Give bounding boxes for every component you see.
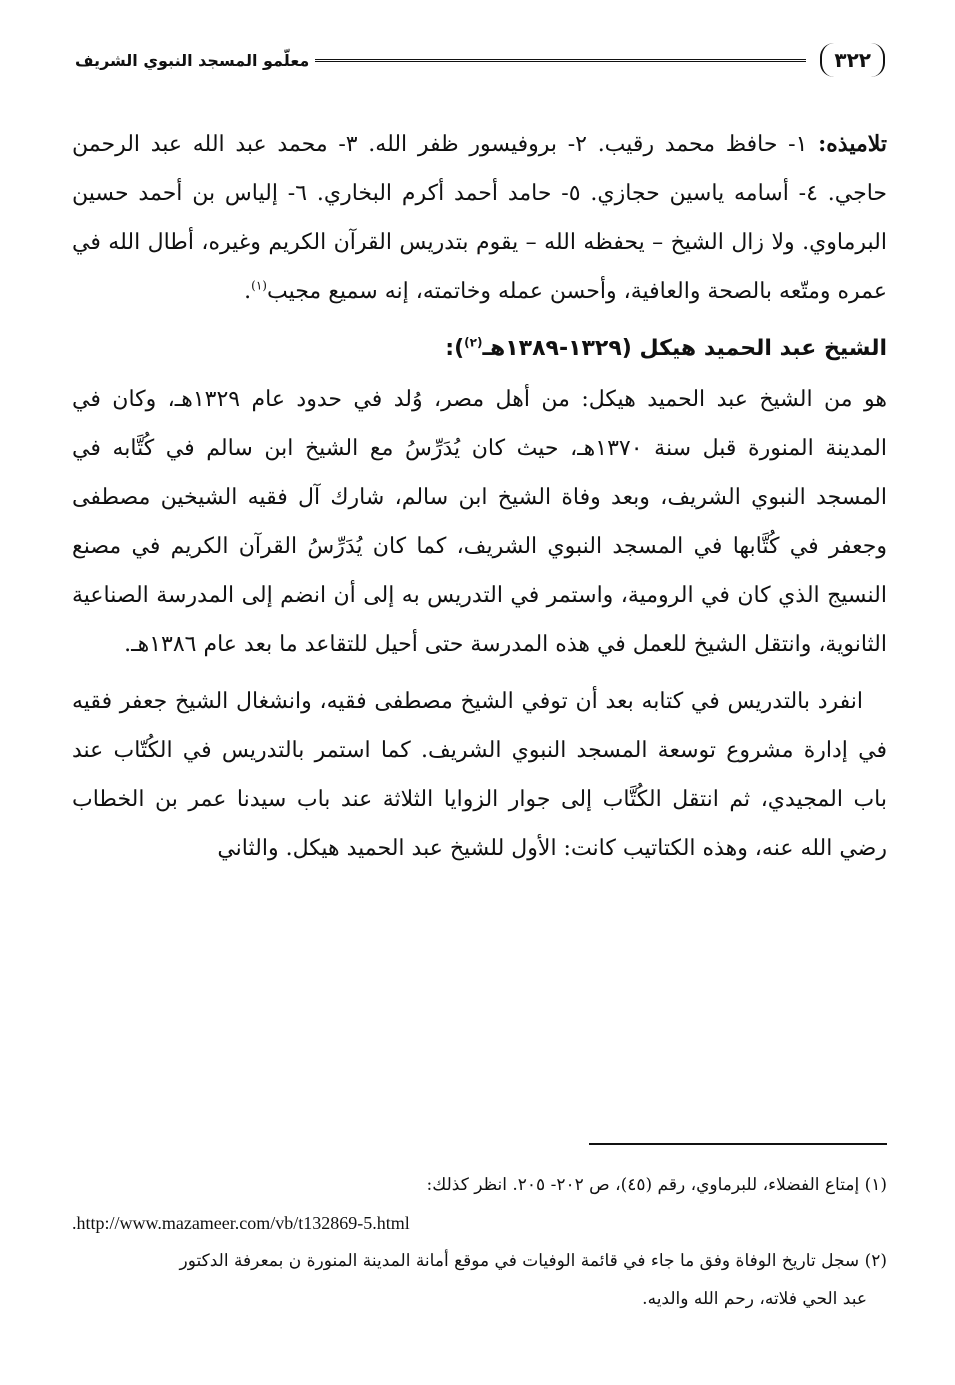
footnote-marker-2[interactable]: (٢)	[464, 335, 483, 350]
footnote-1-url[interactable]: .http://www.mazameer.com/vb/t132869-5.html	[72, 1213, 410, 1233]
paragraph-teaching: انفرد بالتدريس في كتابه بعد أن توفي الشيخ مصطفى فقيه، وانشغال الشيخ جعفر فقيه في إدارة مشروع توسعة المسجد النبوي الشريف. كما استمر بالتدريس في الكُتّاب عند باب المجيدي، ثم انتقل الكُتَّاب إلى جوار الزوايا الثلاثة عند باب سيدنا عمر بن الخطاب رضي الله عنه، وهذه الكتاتيب كانت: الأول للشيخ عبد الحميد هيكل. والثاني	[72, 689, 887, 861]
paragraph-biography: هو من الشيخ عبد الحميد هيكل: من أهل مصر، وُلد في حدود عام ١٣٢٩هـ، وكان في المدينة المنورة قبل سنة ١٣٧٠هـ، حيث كان يُدَرِّسُ مع الشيخ ابن سالم في كُتَّابه في المسجد النبوي الشريف، وبعد وفاة الشيخ ابن سالم، شارك آل فقيه الشيخين مصطفى وجعفر في كُتَّابها في المسجد النبوي الشريف، كما كان يُدَرِّسُ القرآن الكريم في مصنع النسيج الذي كان في الرومية، واستمر في التدريس به إلى أن انضم إلى المدرسة الصناعية الثانوية، وانتقل الشيخ للعمل في هذه المدرسة حتى أحيل للتقاعد ما بعد عام ١٣٨٦هـ.	[72, 387, 887, 657]
footnote-2: (٢) سجل تاريخ الوفاة وفق ما جاء في قائمة الوفيات في موقع أمانة المدينة المنورة ن بمعرفة الدكتور	[179, 1251, 887, 1271]
main-text	[72, 120, 887, 873]
footnotes	[72, 1166, 887, 1318]
header-rule	[315, 59, 806, 62]
heading-end: ):	[445, 336, 465, 361]
heading-text: الشيخ عبد الحميد هيكل (١٣٢٩-١٣٨٩هـ	[482, 336, 887, 361]
students-paragraph	[72, 120, 887, 316]
students-end: .	[244, 279, 252, 304]
students-text: ١- حافظ محمد رقيب. ٢- بروفيسور ظفر الله. ٣- محمد عبد الله عبد الرحمن حاجي. ٤- أسامه ياسين حجازي. ٥- حامد أحمد أكرم البخاري. ٦- إلياس بن أحمد حسين البرماوي. ولا زال الشيخ – يحفظه الله – يقوم بتدريس القرآن الكريم وغيره، أطال الله في عمره ومتّعه بالصحة والعافية، وأحسن عمله وخاتمته، إنه سميع مجيب	[72, 132, 887, 304]
footnote-marker-1[interactable]: (١)	[251, 278, 267, 293]
page-header	[75, 32, 885, 88]
page-number: ٣٢٢	[820, 43, 885, 77]
footnote-2-continuation: عبد الحي فلاته، رحم الله والديه.	[642, 1289, 867, 1309]
section-heading	[72, 324, 887, 373]
students-label: تلاميذه:	[818, 131, 887, 157]
running-title: معلّمو المسجد النبوي الشريف	[75, 50, 310, 70]
footnote-1: (١) إمتاع الفضلاء، للبرماوي، رقم (٤٥)، ص ٢٠٢- ٢٠٥. انظر كذلك:	[426, 1175, 887, 1195]
footnote-separator	[589, 1143, 887, 1145]
